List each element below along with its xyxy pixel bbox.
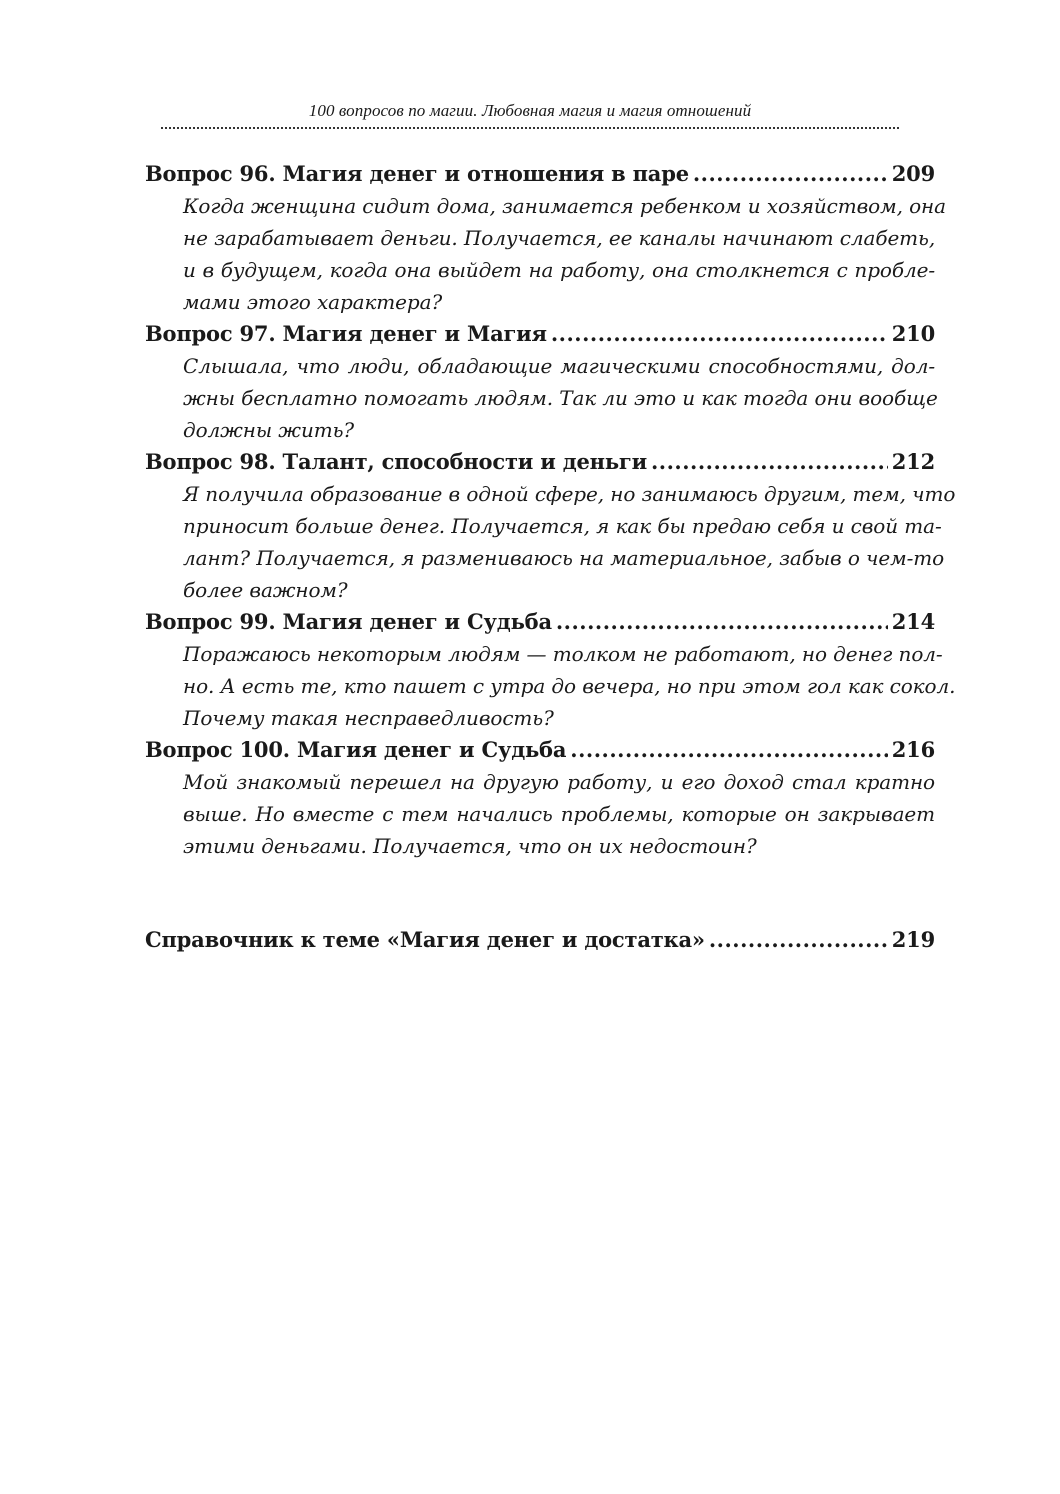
description-line: более важном? xyxy=(183,578,348,602)
toc-entry-96 xyxy=(145,158,946,318)
toc-entry-title: Вопрос 100. Магия денег и Судьба xyxy=(145,737,567,762)
dot-leader xyxy=(693,158,888,190)
description-line: мами этого характера? xyxy=(183,290,443,314)
toc-appendix-title: Справочник к теме «Магия денег и достатка» xyxy=(145,927,705,952)
toc-entry-100 xyxy=(145,734,935,862)
toc-appendix-entry xyxy=(145,924,935,956)
description-line: этими деньгами. Получается, что он их недостоин? xyxy=(183,834,757,858)
description-line: и в будущем, когда она выйдет на работу, она столкнется с пробле- xyxy=(183,258,935,282)
description-line: но. А есть те, кто пашет с утра до вечера, но при этом гол как сокол. xyxy=(183,674,956,698)
toc-appendix-title-row[interactable] xyxy=(145,924,935,956)
toc-page-number: 216 xyxy=(891,737,935,762)
description-line: должны жить? xyxy=(183,418,354,442)
toc-page-number: 214 xyxy=(891,609,935,634)
toc-entry-title: Вопрос 99. Магия денег и Судьба xyxy=(145,609,552,634)
description-line: Почему такая несправедливость? xyxy=(183,706,554,730)
dot-leader xyxy=(570,734,887,766)
toc-entry-description xyxy=(183,350,938,446)
description-line: Поражаюсь некоторым людям — толком не работают, но денег пол- xyxy=(183,642,943,666)
toc-entry-description xyxy=(183,190,946,318)
dot-leader xyxy=(551,318,888,350)
toc-entry-title-row[interactable] xyxy=(145,606,935,638)
toc-page-number: 209 xyxy=(891,161,935,186)
description-line: приносит больше денег. Получается, я как бы предаю себя и свой та- xyxy=(183,514,942,538)
description-line: Мой знакомый перешел на другую работу, и его доход стал кратно xyxy=(183,770,935,794)
toc-entry-title: Вопрос 98. Талант, способности и деньги xyxy=(145,449,647,474)
dot-leader xyxy=(556,606,888,638)
toc-page-number: 219 xyxy=(891,927,935,952)
toc-entry-title: Вопрос 97. Магия денег и Магия xyxy=(145,321,547,346)
toc-entry-title: Вопрос 96. Магия денег и отношения в паре xyxy=(145,161,689,186)
toc-entry-title-row[interactable] xyxy=(145,158,935,190)
description-line: Я получила образование в одной сфере, но занимаюсь другим, тем, что xyxy=(183,482,956,506)
description-line: Когда женщина сидит дома, занимается ребенком и хозяйством, она xyxy=(183,194,946,218)
dot-leader xyxy=(651,446,888,478)
toc-entry-title-row[interactable] xyxy=(145,734,935,766)
toc-page-number: 212 xyxy=(891,449,935,474)
toc-entry-title-row[interactable] xyxy=(145,446,935,478)
toc-entry-98 xyxy=(145,446,956,606)
dot-leader xyxy=(709,924,888,956)
description-line: выше. Но вместе с тем начались проблемы, которые он закрывает xyxy=(183,802,935,826)
description-line: жны бесплатно помогать людям. Так ли это и как тогда они вообще xyxy=(183,386,938,410)
running-head-title: 100 вопросов по магии. Любовная магия и магия отношений xyxy=(308,101,752,120)
toc-entry-99 xyxy=(145,606,956,734)
toc-page-number: 210 xyxy=(891,321,935,346)
description-line: не зарабатывает деньги. Получается, ее каналы начинают слабеть, xyxy=(183,226,936,250)
header-dotted-rule xyxy=(161,127,899,129)
toc-entry-description xyxy=(183,638,956,734)
toc-entry-description xyxy=(183,766,935,862)
toc-entry-description xyxy=(183,478,956,606)
description-line: Слышала, что люди, обладающие магическими способностями, дол- xyxy=(183,354,935,378)
toc-entry-title-row[interactable] xyxy=(145,318,935,350)
table-of-contents xyxy=(145,158,956,862)
toc-entry-97 xyxy=(145,318,938,446)
description-line: лант? Получается, я размениваюсь на материальное, забыв о чем-то xyxy=(183,546,945,570)
